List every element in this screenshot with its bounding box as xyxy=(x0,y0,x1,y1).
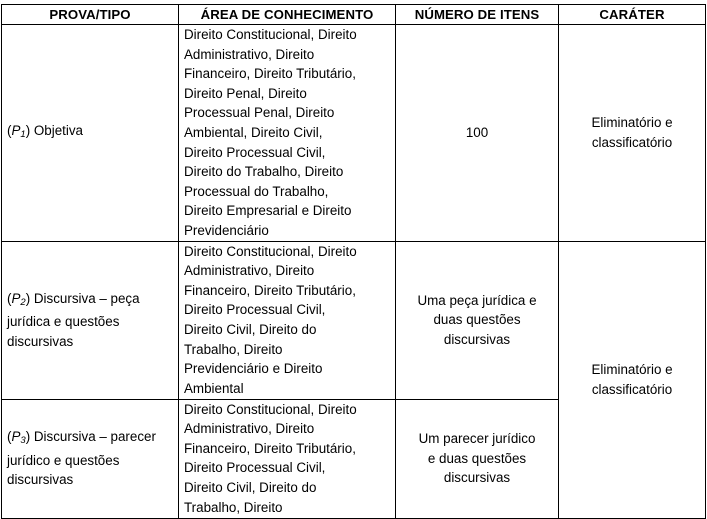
table-header-row xyxy=(2,5,706,25)
prova-letter: P xyxy=(11,122,21,138)
prova-label: ) Discursiva – parecer jurídico e questões discursivas xyxy=(7,429,156,488)
prova-subscript: 3 xyxy=(20,435,26,447)
header-prova-tipo: PROVA/TIPO xyxy=(2,5,179,25)
prova-label: ) Objetiva xyxy=(25,122,84,138)
cell-numero-p3: Um parecer jurídico e duas questões discursivas xyxy=(396,399,559,518)
cell-numero-p1: 100 xyxy=(396,25,559,242)
prova-letter: P xyxy=(11,429,21,445)
cell-area-p2: Direito Constitucional, Direito Administrativo, Direito Financeiro, Direito Tributário, Direito Processual Civil, Direito Civil, Direito do Trabalho, Direito Previdenciário e Direito Ambiental xyxy=(179,241,396,399)
cell-prova-p1: $(P_1)$ Objetiva xyxy=(2,25,179,242)
prova-subscript: 1 xyxy=(20,128,26,140)
prova-letter: P xyxy=(11,290,21,306)
cell-prova-p3: $(P_3)$ Discursiva – parecer jurídico e questões discursivas xyxy=(2,399,179,518)
cell-prova-p2: $(P_2)$ Discursiva – peça jurídica e questões discursivas xyxy=(2,241,179,399)
table-row xyxy=(2,25,706,242)
prova-subscript: 2 xyxy=(20,296,26,308)
cell-numero-p2: Uma peça jurídica e duas questões discursivas xyxy=(396,241,559,399)
header-carater: CARÁTER xyxy=(559,5,706,25)
cell-area-p1: Direito Constitucional, Direito Administrativo, Direito Financeiro, Direito Tributário, Direito Penal, Direito Processual Penal, Direito Ambiental, Direito Civil, Direito Processual Civil, Direito do Trabalho, Direito Processual do Trabalho, Direito Empresarial e Direito Previdenciário xyxy=(179,25,396,242)
exam-structure-table xyxy=(1,4,706,519)
table-row xyxy=(2,241,706,399)
header-area-conhecimento: ÁREA DE CONHECIMENTO xyxy=(179,5,396,25)
cell-carater-p1: Eliminatório e classificatório xyxy=(559,25,706,242)
cell-carater-p2-p3: Eliminatório e classificatório xyxy=(559,241,706,518)
header-numero-itens: NÚMERO DE ITENS xyxy=(396,5,559,25)
cell-area-p3: Direito Constitucional, Direito Administrativo, Direito Financeiro, Direito Tributário, Direito Processual Civil, Direito Civil, Direito do Trabalho, Direito xyxy=(179,399,396,518)
prova-label: ) Discursiva – peça jurídica e questões discursivas xyxy=(7,290,140,349)
